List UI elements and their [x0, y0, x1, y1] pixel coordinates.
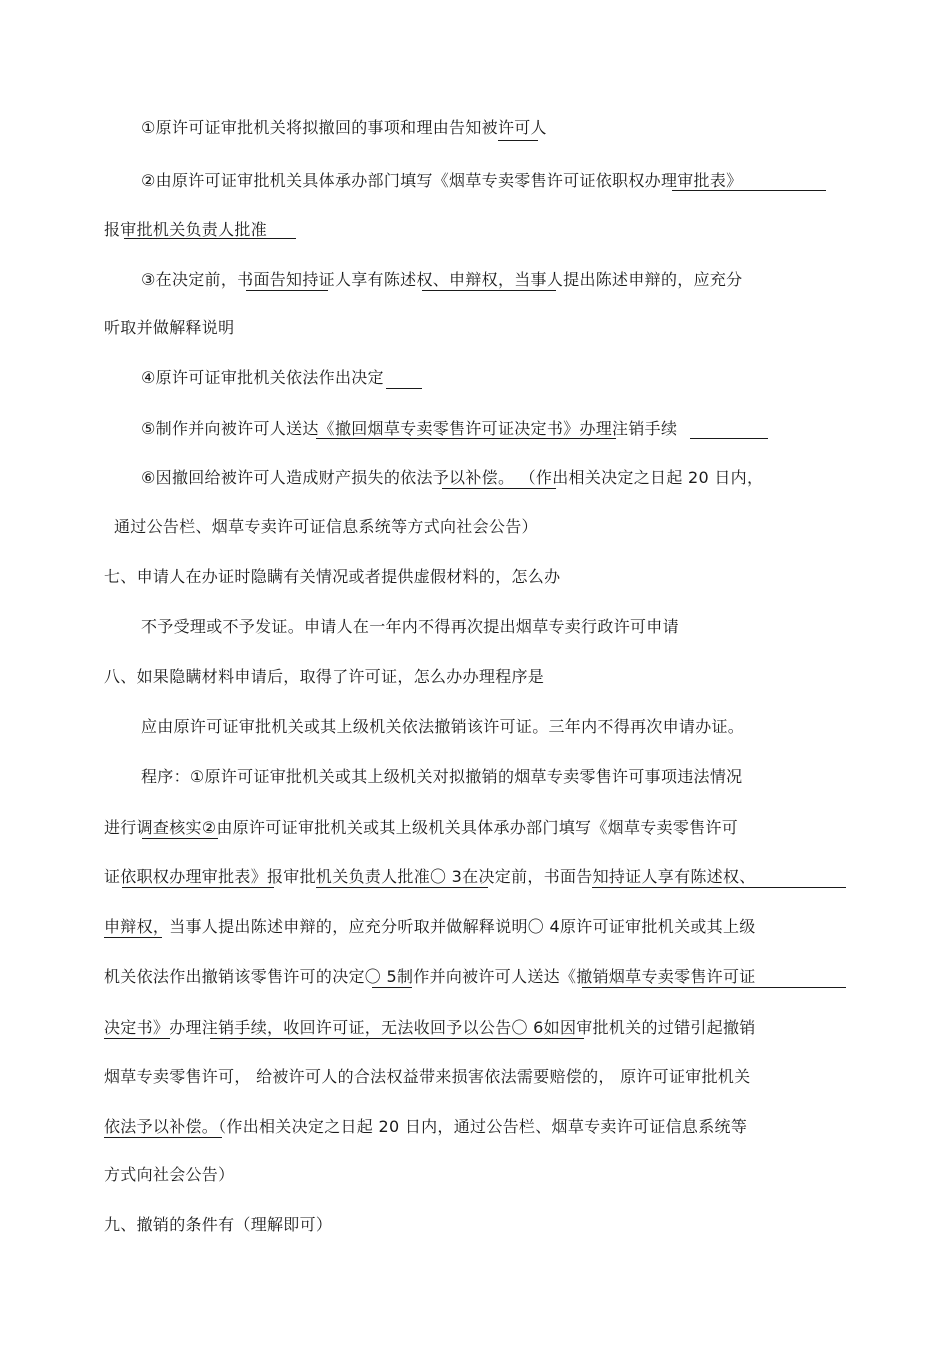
underline [104, 937, 162, 938]
text-line: 决定书》办理注销手续，收回许可证，无法收回予以公告〇 6如因审批机关的过错引起撤销 [104, 1018, 756, 1037]
underline [592, 887, 846, 888]
section-heading: 九、撤销的条件有（理解即可） [104, 1215, 333, 1234]
section-heading: 八、如果隐瞒材料申请后，取得了许可证，怎么办办理程序是 [104, 667, 545, 686]
underline [316, 438, 616, 439]
text-line: ⑤制作并向被许可人送达《撤回烟草专卖零售许可证决定书》办理注销手续 [141, 419, 678, 438]
text-line: ④原许可证审批机关依法作出决定 [141, 368, 384, 387]
underline [316, 887, 488, 888]
underline [422, 290, 556, 291]
underline [582, 987, 846, 988]
text-line: 进行调查核实②由原许可证审批机关或其上级机关具体承办部门填写《烟草专卖零售许可 [104, 818, 739, 837]
text-line: 报审批机关负责人批准 [104, 220, 268, 239]
text-line: 听取并做解释说明 [104, 318, 235, 337]
text-line: 通过公告栏、烟草专卖许可证信息系统等方式向社会公告） [114, 517, 538, 536]
underline [104, 1038, 170, 1039]
underline [442, 488, 556, 489]
text-line: ⑥因撤回给被许可人造成财产损失的依法予以补偿。 （作出相关决定之日起 20 日内， [141, 468, 764, 487]
text-line: 依法予以补偿。（作出相关决定之日起 20 日内，通过公告栏、烟草专卖许可证信息系统等 [104, 1117, 748, 1136]
text-line: 程序：①原许可证审批机关或其上级机关对拟撤销的烟草专卖零售许可事项违法情况 [141, 767, 743, 786]
underline [386, 388, 422, 389]
underline [672, 190, 826, 191]
text-line: 方式向社会公告） [104, 1165, 235, 1184]
text-line: ②由原许可证审批机关具体承办部门填写《烟草专卖零售许可证依职权办理审批表》 [141, 171, 743, 190]
underline [124, 238, 296, 239]
text-line: 不予受理或不予发证。申请人在一年内不得再次提出烟草专卖行政许可申请 [141, 617, 679, 636]
section-heading: 七、申请人在办证时隐瞒有关情况或者提供虚假材料的，怎么办 [104, 567, 561, 586]
underline [142, 838, 218, 839]
underline [246, 290, 328, 291]
underline [372, 987, 412, 988]
text-line: 机关依法作出撤销该零售许可的决定〇 5制作并向被许可人送达《撤销烟草专卖零售许可证 [104, 967, 756, 986]
text-line: 应由原许可证审批机关或其上级机关依法撤销该许可证。三年内不得再次申请办证。 [141, 717, 745, 736]
underline [210, 1038, 584, 1039]
underline [690, 438, 768, 439]
underline [122, 887, 274, 888]
text-line: 证依职权办理审批表》报审批机关负责人批准〇 3在决定前，书面告知持证人享有陈述权、 [104, 867, 756, 886]
text-line: 烟草专卖零售许可， 给被许可人的合法权益带来损害依法需要赔偿的， 原许可证审批机关 [104, 1067, 751, 1086]
underline [104, 1137, 222, 1138]
text-line: 申辩权，当事人提出陈述申辩的，应充分听取并做解释说明〇 4原许可证审批机关或其上级 [104, 917, 756, 936]
text-line: ①原许可证审批机关将拟撤回的事项和理由告知被许可人 [141, 118, 547, 137]
text-line: ③在决定前，书面告知持证人享有陈述权、申辩权，当事人提出陈述申辩的，应充分 [141, 270, 743, 289]
underline [498, 140, 538, 141]
